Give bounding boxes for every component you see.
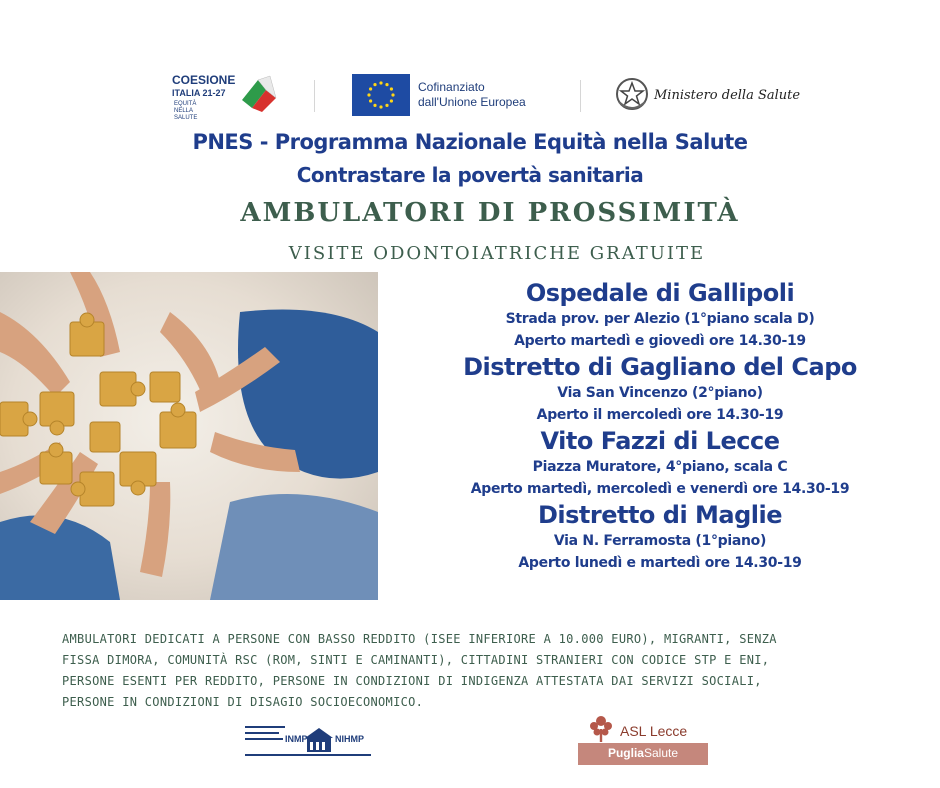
eligibility-notice [62, 629, 892, 713]
program-title: PNES - Programma Nazionale Equità nella Salute [192, 130, 748, 154]
asl-label: ASL Lecce [620, 723, 688, 739]
eu-line-1: Cofinanziato [418, 80, 485, 94]
nihmp-label: NIHMP [335, 734, 364, 744]
location-gallipoli [380, 278, 940, 352]
notice-line: AMBULATORI DEDICATI A PERSONE CON BASSO REDDITO (ISEE INFERIORE A 10.000 EURO), MIGRANTI, SENZA [62, 632, 777, 646]
pugliasalute-label: PugliaSalute [607, 746, 679, 760]
notice-line: PERSONE ESENTI PER REDDITO, PERSONE IN CONDIZIONI DI INDIGENZA ATTESTATA DAI SERVIZI SOCIALI, [62, 674, 762, 688]
location-address: Via N. Ferramosta (1°piano) [553, 533, 767, 549]
logo-divider [580, 80, 581, 112]
location-name: Vito Fazzi di Lecce [540, 427, 780, 455]
location-address: Via San Vincenzo (2°piano) [557, 385, 763, 401]
inmp-label: INMP [285, 734, 308, 744]
location-hours: Aperto il mercoledì ore 14.30-19 [536, 407, 784, 423]
logo-divider [314, 80, 315, 112]
eu-flag-icon [352, 74, 410, 116]
italian-republic-emblem-icon [614, 76, 650, 112]
pugliasalute-bar [578, 743, 708, 765]
inmp-nihmp-logo [245, 724, 371, 766]
puzzle-hands-photo [0, 272, 378, 600]
location-name: Distretto di Gagliano del Capo [463, 353, 857, 381]
location-maglie [380, 500, 940, 574]
coesione-mark-icon [234, 74, 280, 114]
asl-lecce-logo [578, 713, 708, 767]
notice-line: FISSA DIMORA, COMUNITÀ RSC (ROM, SINTI E CAMINANTI), CITTADINI STRANIERI CON CODICE STP E ENI, [62, 653, 770, 667]
location-gagliano [380, 352, 940, 426]
location-address: Strada prov. per Alezio (1°piano scala D) [505, 311, 815, 327]
eu-line-2: dall'Unione Europea [418, 95, 526, 109]
location-name: Distretto di Maglie [537, 501, 783, 529]
location-lecce [380, 426, 940, 500]
tree-icon [586, 713, 616, 743]
tagline: VISITE ODONTOIATRICHE GRATUITE [288, 243, 706, 264]
location-hours: Aperto martedì e giovedì ore 14.30-19 [514, 333, 806, 349]
coesione-italia-logo [172, 72, 280, 121]
coesione-program: EQUITÀ NELLA SALUTE [174, 101, 198, 121]
location-address: Piazza Muratore, 4°piano, scala C [532, 459, 788, 475]
notice-line: PERSONE IN CONDIZIONI DI DISAGIO SOCIOECONOMICO. [62, 695, 424, 709]
locations-list [380, 278, 940, 574]
location-hours: Aperto martedì, mercoledì e venerdì ore 14.30-19 [470, 481, 850, 497]
headline: AMBULATORI DI PROSSIMITÀ [240, 198, 740, 228]
coesione-subtitle: ITALIA 21-27 [172, 88, 226, 98]
eu-cofinancing-text [418, 80, 526, 110]
program-subtitle: Contrastare la povertà sanitaria [296, 163, 644, 187]
coesione-title: COESIONE [172, 73, 236, 87]
ministero-salute-logo: Ministero della Salute [654, 88, 801, 103]
location-name: Ospedale di Gallipoli [525, 279, 795, 307]
location-hours: Aperto lunedì e martedì ore 14.30-19 [518, 555, 802, 571]
